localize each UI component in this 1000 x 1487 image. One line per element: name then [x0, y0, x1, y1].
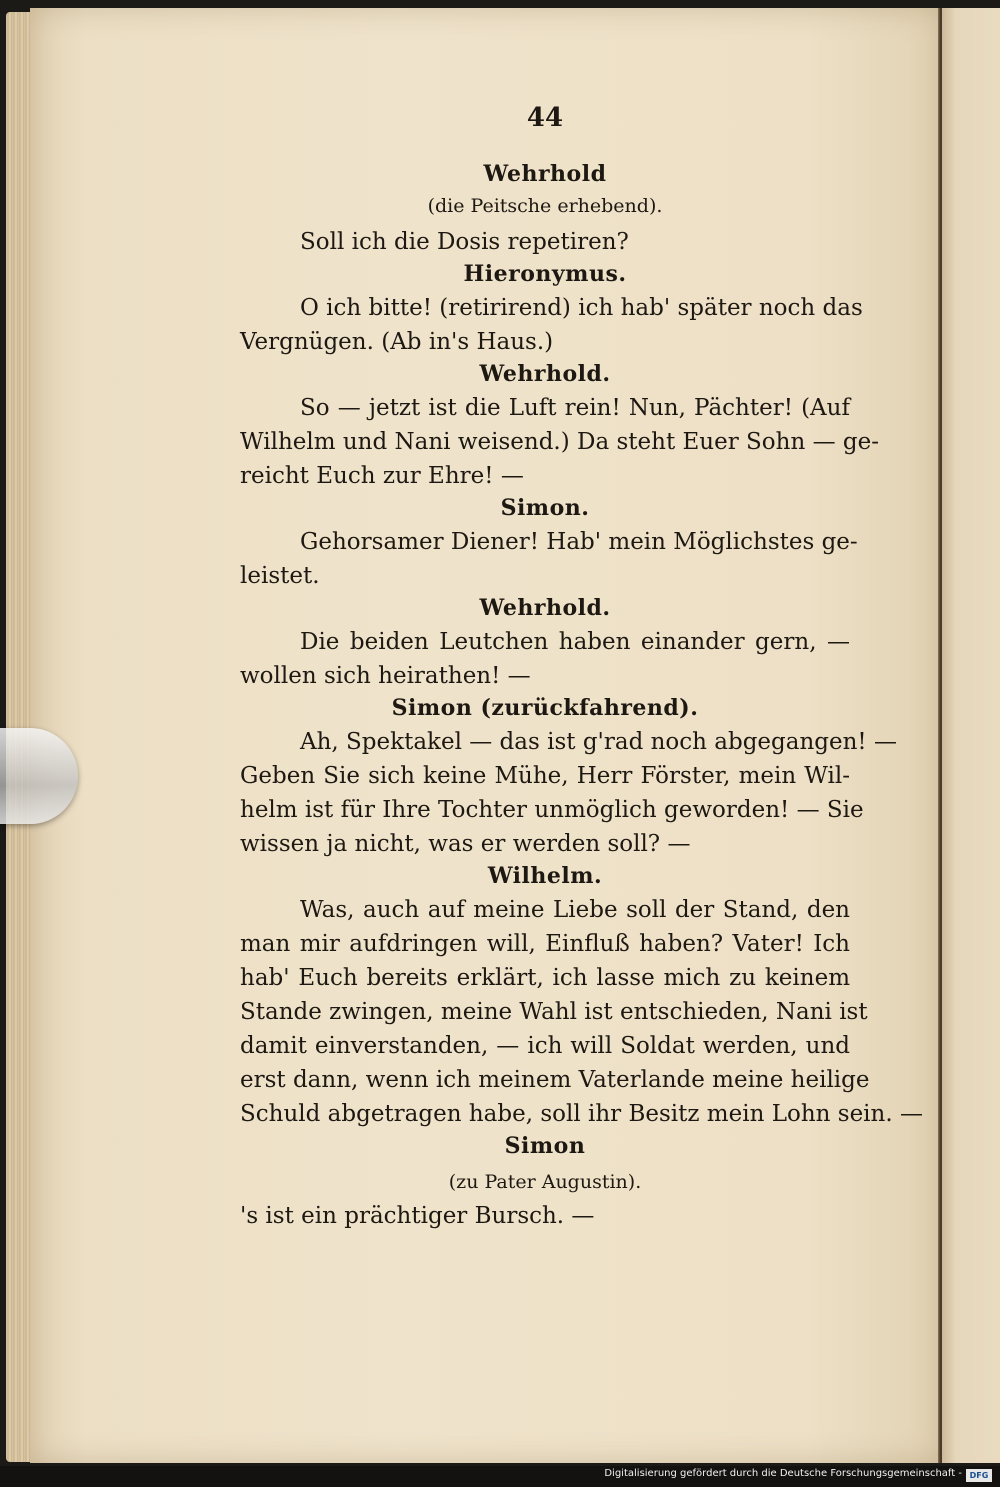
dialogue-line: Gehorsamer Diener! Hab' mein Möglichstes ge- — [300, 529, 858, 555]
page-number: 44 — [526, 103, 564, 133]
dialogue-line: Vergnügen. (Ab in's Haus.) — [240, 329, 554, 355]
dialogue-line: Geben Sie sich keine Mühe, Herr Förster, mein Wil- — [240, 763, 850, 789]
dialogue-line: So — jetzt ist die Luft rein! Nun, Pächter! (Auf — [300, 395, 850, 421]
dialogue-line: Schuld abgetragen habe, soll ihr Besitz mein Lohn sein. — — [240, 1101, 923, 1127]
dialogue-line: wissen ja nicht, was er werden soll? — — [240, 831, 691, 857]
dialogue-line: hab' Euch bereits erklärt, ich lasse mich zu keinem — [240, 965, 850, 991]
speaker-name: Wehrhold. — [479, 361, 611, 387]
dialogue-line: Was, auch auf meine Liebe soll der Stand, den — [300, 897, 850, 923]
dfg-logo: DFG — [966, 1469, 992, 1482]
dialogue-line: helm ist für Ihre Tochter unmöglich geworden! — Sie — [240, 797, 864, 823]
speaker-name: Simon. — [500, 495, 590, 521]
dialogue-line: damit einverstanden, — ich will Soldat werden, und — [240, 1033, 850, 1059]
digitization-credit: Digitalisierung gefördert durch die Deutsche Forschungsgemeinschaft - — [604, 1468, 962, 1479]
dialogue-line: 's ist ein prächtiger Bursch. — — [240, 1203, 595, 1229]
dialogue-line: man mir aufdringen will, Einfluß haben? Vater! Ich — [240, 931, 850, 957]
dialogue-line: reicht Euch zur Ehre! — — [240, 463, 524, 489]
dialogue-line: Soll ich die Dosis repetiren? — [300, 229, 629, 255]
speaker-name: Simon — [504, 1133, 586, 1159]
dialogue-line: Die beiden Leutchen haben einander gern, — — [300, 629, 850, 655]
stage-direction: (zu Pater Augustin). — [448, 1171, 642, 1193]
speaker-name: Wehrhold. — [479, 595, 611, 621]
speaker-name: Wilhelm. — [487, 863, 603, 889]
dialogue-line: leistet. — [240, 563, 320, 589]
stage-direction: (die Peitsche erhebend). — [427, 195, 663, 217]
speaker-name: Hieronymus. — [463, 261, 627, 287]
dialogue-line: Ah, Spektakel — das ist g'rad noch abgegangen! — — [300, 729, 897, 755]
speaker-name: Simon (zurückfahrend). — [391, 695, 699, 721]
speaker-name: Wehrhold — [483, 161, 607, 187]
dialogue-line: erst dann, wenn ich meinem Vaterlande meine heilige — [240, 1067, 870, 1093]
dialogue-line: Stande zwingen, meine Wahl ist entschieden, Nani ist — [240, 999, 868, 1025]
facing-page-edge — [942, 8, 1000, 1463]
dialogue-line: wollen sich heirathen! — — [240, 663, 531, 689]
dialogue-line: Wilhelm und Nani weisend.) Da steht Euer Sohn — ge- — [240, 429, 879, 455]
dialogue-line: O ich bitte! (retirirend) ich hab' später noch das — [300, 295, 863, 321]
